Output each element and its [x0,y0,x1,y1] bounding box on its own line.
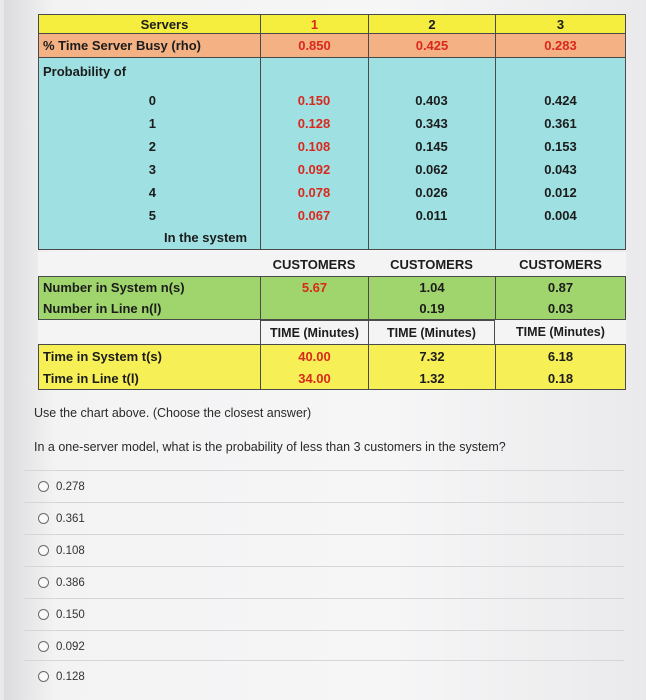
answer-option-label: 0.108 [56,544,85,557]
probability-n: 1 [148,116,156,131]
answer-option-label: 0.361 [56,512,85,525]
answer-option-label: 0.128 [56,670,85,683]
customers-header-2: CUSTOMERS [368,252,495,276]
rho-row [38,34,626,58]
probability-cell: 0.092 [297,162,331,177]
question-instruction: Use the chart above. (Choose the closest answer) [34,406,312,420]
answer-option[interactable] [24,660,624,692]
question-text: In a one-server model, what is the probability of less than 3 customers in the system? [34,440,506,454]
quiz-page [4,0,644,700]
servers-col-2: 2 [368,14,495,34]
rho-col-3: 0.283 [495,34,626,58]
time-header-row [38,320,626,344]
probability-cell: 0.145 [415,139,448,154]
customers-header-3: CUSTOMERS [495,252,626,276]
answer-option-label: 0.092 [56,640,85,653]
probability-row [38,135,626,158]
customers-header-row [38,252,626,276]
servers-label: Servers [38,14,260,34]
ns-label: Number in System n(s) [38,276,260,298]
servers-row [38,14,626,34]
nl-col-2: 0.19 [368,298,495,320]
probability-n: 0 [148,93,156,108]
probability-row [38,112,626,135]
tl-col-2: 1.32 [368,367,495,390]
answer-option[interactable] [24,566,624,598]
time-header-1: TIME (Minutes) [260,320,368,344]
servers-col-3: 3 [495,14,626,34]
answer-option-label: 0.150 [56,608,85,621]
time-header-2: TIME (Minutes) [368,320,495,344]
answer-option[interactable] [24,502,624,534]
probability-cell: 0.011 [415,208,448,223]
in-system-label: In the system [164,230,248,245]
probability-cell: 0.062 [415,162,448,177]
answer-option[interactable] [24,470,624,502]
nl-col-3: 0.03 [495,298,626,320]
ns-row [38,276,626,298]
nl-label: Number in Line n(l) [38,298,260,320]
answer-option[interactable] [24,598,624,630]
time-header-3: TIME (Minutes) [495,320,626,344]
probability-cell: 0.108 [297,139,331,154]
answer-option[interactable] [24,630,624,662]
customers-header-blank [38,252,260,276]
probability-cell: 0.403 [415,93,448,108]
answer-option-label: 0.386 [56,576,85,589]
radio-button-icon[interactable] [38,481,49,492]
answer-option[interactable] [24,534,624,566]
tl-label: Time in Line t(l) [38,367,260,390]
ts-col-1: 40.00 [260,344,368,367]
probability-cell: 0.078 [297,185,331,200]
answer-option-label: 0.278 [56,480,85,493]
ns-col-2: 1.04 [368,276,495,298]
ts-label: Time in System t(s) [38,344,260,367]
radio-button-icon[interactable] [38,671,49,682]
probability-cell: 0.004 [544,208,577,223]
probability-cell: 0.150 [297,93,331,108]
radio-button-icon[interactable] [38,609,49,620]
probability-cell: 0.153 [544,139,577,154]
ts-row [38,344,626,367]
probability-cell: 0.424 [544,93,577,108]
time-header-blank [38,320,260,344]
ts-col-2: 7.32 [368,344,495,367]
radio-button-icon[interactable] [38,545,49,556]
tl-row [38,367,626,390]
radio-button-icon[interactable] [38,577,49,588]
probability-cell: 0.026 [415,185,448,200]
nl-row [38,298,626,320]
probability-row [38,89,626,112]
probability-n: 5 [148,208,156,223]
probability-cell: 0.067 [297,208,331,223]
radio-button-icon[interactable] [38,513,49,524]
nl-col-1 [260,298,368,320]
rho-col-1: 0.850 [260,34,368,58]
radio-button-icon[interactable] [38,641,49,652]
probability-n: 3 [148,162,156,177]
probability-cell: 0.361 [544,116,577,131]
probability-cell: 0.012 [544,185,577,200]
probability-row [38,181,626,204]
tl-col-3: 0.18 [495,367,626,390]
customers-header-1: CUSTOMERS [260,252,368,276]
probability-label: Probability of [43,64,127,79]
probability-cell: 0.128 [297,116,331,131]
probability-row [38,204,626,227]
probability-n: 4 [148,185,156,200]
ns-col-3: 0.87 [495,276,626,298]
rho-label: % Time Server Busy (rho) [38,34,260,58]
servers-col-1: 1 [260,14,368,34]
rho-col-2: 0.425 [368,34,495,58]
probability-cell: 0.043 [544,162,577,177]
ns-col-1: 5.67 [260,276,368,298]
probability-row [38,158,626,181]
probability-cell: 0.343 [415,116,448,131]
ts-col-3: 6.18 [495,344,626,367]
probability-n: 2 [148,139,156,154]
queue-table [38,14,626,396]
tl-col-1: 34.00 [260,367,368,390]
